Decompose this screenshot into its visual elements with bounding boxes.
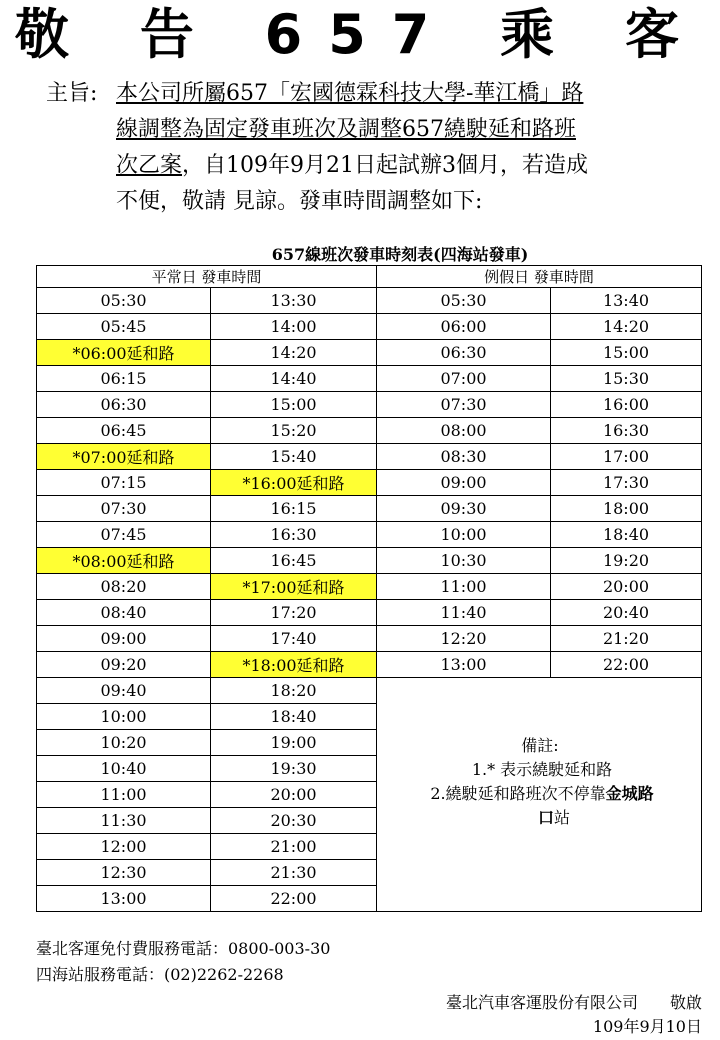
weekday-time-cell: 22:00 [211,886,377,912]
weekday-time-cell: 06:30 [37,392,211,418]
note-item-continued: 口站 [537,808,571,827]
holiday-time-cell: 08:30 [377,444,551,470]
weekday-time-cell: 12:00 [37,834,211,860]
holiday-time-cell: 18:00 [551,496,702,522]
holiday-time-cell: 07:00 [377,366,551,392]
holiday-time-cell: 06:30 [377,340,551,366]
weekday-time-cell: 21:30 [211,860,377,886]
holiday-time-cell: 11:40 [377,600,551,626]
weekday-time-cell: 07:30 [37,496,211,522]
weekday-time-cell: 09:00 [37,626,211,652]
holiday-time-cell: 13:40 [551,288,702,314]
hotline-text: 臺北客運免付費服務電話：0800-003-30 [36,939,331,958]
subject-text [116,76,686,220]
weekday-time-cell: *06:00延和路 [37,340,211,366]
holiday-time-cell: 12:20 [377,626,551,652]
holiday-time-cell: 15:00 [551,340,702,366]
table-row [37,600,702,626]
weekday-time-cell: 15:40 [211,444,377,470]
weekday-time-cell: 16:15 [211,496,377,522]
holiday-time-cell: 08:00 [377,418,551,444]
weekday-time-cell: 15:20 [211,418,377,444]
holiday-time-cell: 20:00 [551,574,702,600]
table-row [37,366,702,392]
weekday-time-cell: 09:20 [37,652,211,678]
holiday-time-cell: 19:20 [551,548,702,574]
weekday-time-cell: 16:45 [211,548,377,574]
holiday-time-cell: 07:30 [377,392,551,418]
weekday-time-cell: 08:20 [37,574,211,600]
weekday-time-cell: 09:40 [37,678,211,704]
weekday-time-cell: 05:45 [37,314,211,340]
table-row [37,314,702,340]
weekday-time-cell: 18:40 [211,704,377,730]
timetable-caption: 657線班次發車時刻表(四海站發車) [271,245,529,264]
weekday-time-cell: 14:00 [211,314,377,340]
weekday-time-cell: 20:00 [211,782,377,808]
table-row [37,548,702,574]
holiday-time-cell: 22:00 [551,652,702,678]
weekday-time-cell: 16:30 [211,522,377,548]
subject-line: 次乙案，自109年9月21日起試辦3個月，若造成 [116,153,588,178]
subject-line: 本公司所屬657「宏國德霖科技大學-華江橋」路 [116,81,584,106]
note-item: 1.* 表示繞駛延和路 [471,760,613,779]
weekday-time-cell: 19:00 [211,730,377,756]
weekday-time-cell: 07:15 [37,470,211,496]
weekday-time-cell: 05:30 [37,288,211,314]
weekday-time-cell: 13:00 [37,886,211,912]
holiday-time-cell: 15:30 [551,366,702,392]
timetable [36,265,702,912]
holiday-time-cell: 17:30 [551,470,702,496]
table-row [37,470,702,496]
table-row [37,444,702,470]
weekday-time-cell: *16:00延和路 [211,470,377,496]
table-row [37,496,702,522]
weekday-time-cell: *08:00延和路 [37,548,211,574]
weekday-time-cell: 21:00 [211,834,377,860]
weekday-time-cell: *17:00延和路 [211,574,377,600]
subject-line: 線調整為固定發車班次及調整657繞駛延和路班 [116,117,576,142]
weekday-time-cell: 11:00 [37,782,211,808]
weekday-time-cell: 08:40 [37,600,211,626]
weekday-time-cell: 14:40 [211,366,377,392]
table-row [37,288,702,314]
weekday-time-cell: 15:00 [211,392,377,418]
weekday-time-cell: 10:20 [37,730,211,756]
subject-line: 不便，敬請 見諒。發車時間調整如下: [116,189,483,214]
holiday-time-cell: 11:00 [377,574,551,600]
weekday-time-cell: 07:45 [37,522,211,548]
holiday-time-cell: 09:30 [377,496,551,522]
table-row [37,652,702,678]
station-phone-text: 四海站服務電話：(02)2262-2268 [36,965,284,984]
holiday-time-cell: 09:00 [377,470,551,496]
weekday-time-cell: 10:00 [37,704,211,730]
holiday-time-cell: 17:00 [551,444,702,470]
weekday-time-cell: 17:40 [211,626,377,652]
holiday-time-cell: 06:00 [377,314,551,340]
table-row [37,522,702,548]
weekday-time-cell: *18:00延和路 [211,652,377,678]
notes-heading: 備註: [521,736,559,755]
table-row [37,626,702,652]
holiday-time-cell: 05:30 [377,288,551,314]
holiday-header: 例假日 發車時間 [377,266,702,288]
table-row [37,574,702,600]
weekday-header: 平常日 發車時間 [37,266,377,288]
weekday-time-cell: 14:20 [211,340,377,366]
weekday-time-cell: 06:45 [37,418,211,444]
weekday-time-cell: 17:20 [211,600,377,626]
notes-cell [377,678,702,912]
note-item: 2.繞駛延和路班次不停靠金城路 [430,784,654,803]
table-row [37,678,702,704]
weekday-time-cell: 20:30 [211,808,377,834]
weekday-time-cell: 11:30 [37,808,211,834]
table-row [37,418,702,444]
weekday-time-cell: 19:30 [211,756,377,782]
company-signature: 臺北汽車客運股份有限公司 敬啟 [445,993,702,1012]
weekday-time-cell: 12:30 [37,860,211,886]
holiday-time-cell: 14:20 [551,314,702,340]
holiday-time-cell: 16:30 [551,418,702,444]
table-row [37,392,702,418]
holiday-time-cell: 20:40 [551,600,702,626]
table-row [37,340,702,366]
holiday-time-cell: 13:00 [377,652,551,678]
weekday-time-cell: 18:20 [211,678,377,704]
notice-title: 敬 告 657 乘 客 [15,3,705,66]
weekday-time-cell: *07:00延和路 [37,444,211,470]
weekday-time-cell: 13:30 [211,288,377,314]
weekday-time-cell: 06:15 [37,366,211,392]
holiday-time-cell: 10:00 [377,522,551,548]
holiday-time-cell: 10:30 [377,548,551,574]
holiday-time-cell: 16:00 [551,392,702,418]
weekday-time-cell: 10:40 [37,756,211,782]
notice-date: 109年9月10日 [592,1017,702,1036]
holiday-time-cell: 18:40 [551,522,702,548]
holiday-time-cell: 21:20 [551,626,702,652]
subject-label: 主旨: [46,81,98,106]
